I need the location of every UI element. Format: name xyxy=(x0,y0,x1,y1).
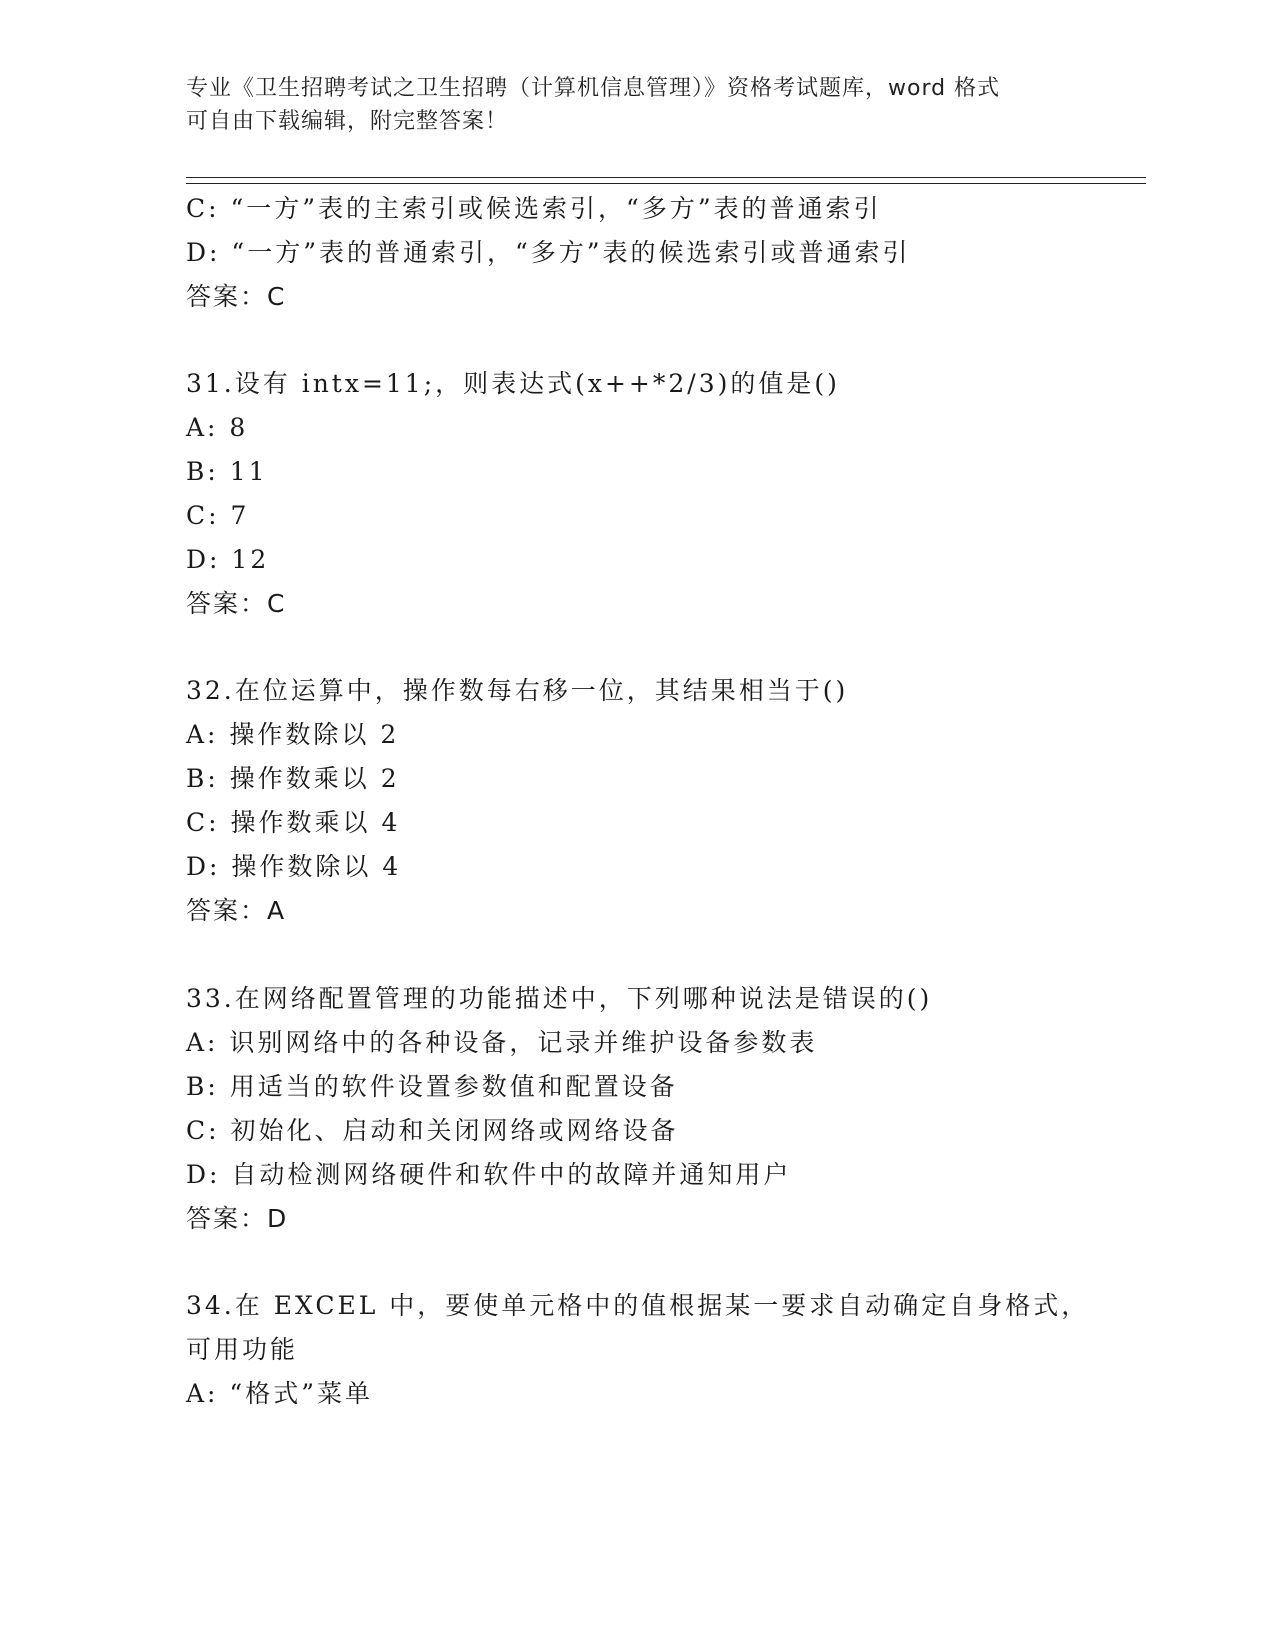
question-32-option-c: C: 操作数乘以 4 xyxy=(186,808,401,837)
question-32-option-b: B: 操作数乘以 2 xyxy=(186,764,400,793)
question-31-option-a: A: 8 xyxy=(186,413,249,442)
question-34-option-a: A: “格式”菜单 xyxy=(186,1379,373,1408)
question-34-stem-line-1: 34.在 EXCEL 中，要使单元格中的值根据某一要求自动确定自身格式， xyxy=(186,1291,1090,1320)
question-32-answer: 答案：A xyxy=(186,896,287,925)
question-31-answer: 答案：C xyxy=(186,589,287,618)
question-33-option-a: A: 识别网络中的各种设备，记录并维护设备参数表 xyxy=(186,1028,818,1057)
question-31-option-d: D: 12 xyxy=(186,545,270,574)
question-33-option-c: C: 初始化、启动和关闭网络或网络设备 xyxy=(186,1116,679,1145)
question-32-option-d: D: 操作数除以 4 xyxy=(186,852,402,881)
question-34-stem-line-2: 可用功能 xyxy=(186,1335,299,1364)
question-33-option-d: D: 自动检测网络硬件和软件中的故障并通知用户 xyxy=(186,1160,792,1189)
question-31-stem: 31.设有 intx=11;，则表达式(x++*2/3)的值是() xyxy=(186,369,840,398)
header-line-1: 专业《卫生招聘考试之卫生招聘（计算机信息管理）》资格考试题库，word 格式 xyxy=(186,76,1001,101)
question-33-stem: 33.在网络配置管理的功能描述中，下列哪种说法是错误的() xyxy=(186,984,933,1013)
question-31-option-b: B: 11 xyxy=(186,457,268,486)
header-rule-bottom xyxy=(186,183,1146,184)
question-31-option-c: C: 7 xyxy=(186,501,250,530)
document-header xyxy=(186,72,1086,138)
question-33-option-b: B: 用适当的软件设置参数值和配置设备 xyxy=(186,1072,678,1101)
header-line-2: 可自由下载编辑，附完整答案！ xyxy=(186,109,509,134)
header-rule-top xyxy=(186,177,1146,178)
question-32-option-a: A: 操作数除以 2 xyxy=(186,720,400,749)
question-32-stem: 32.在位运算中，操作数每右移一位，其结果相当于() xyxy=(186,676,849,705)
option-c: C: “一方”表的主索引或候选索引，“多方”表的普通索引 xyxy=(186,194,882,223)
answer-line: 答案：C xyxy=(186,282,287,311)
option-d: D: “一方”表的普通索引，“多方”表的候选索引或普通索引 xyxy=(186,238,911,267)
question-33-answer: 答案：D xyxy=(186,1204,289,1233)
